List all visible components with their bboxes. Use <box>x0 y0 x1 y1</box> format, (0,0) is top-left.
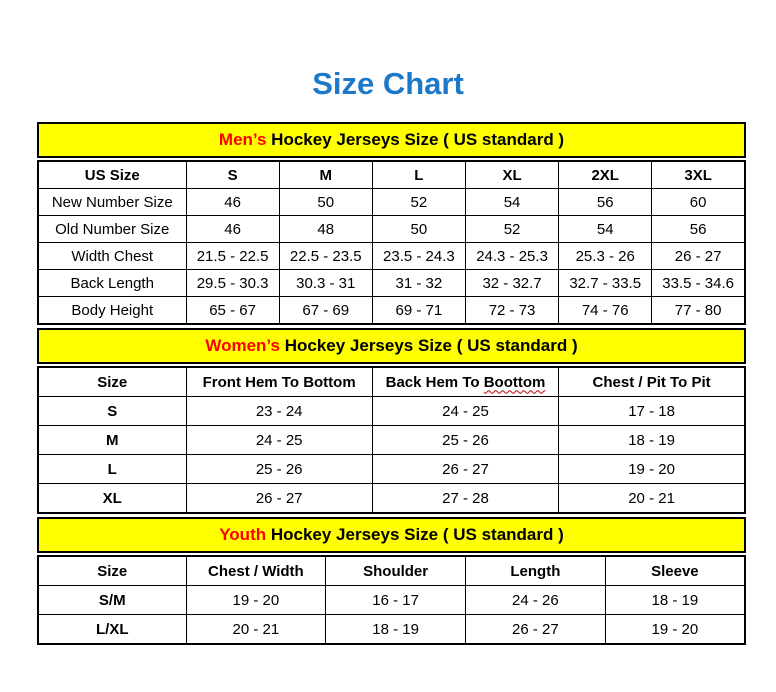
table-cell: 31 - 32 <box>372 270 465 297</box>
table-cell: 72 - 73 <box>465 297 558 325</box>
table-cell: 17 - 18 <box>559 397 745 426</box>
table-cell: 54 <box>559 216 652 243</box>
section-header-womens-rest: Hockey Jerseys Size ( US standard ) <box>279 336 578 355</box>
table-cell: 32.7 - 33.5 <box>559 270 652 297</box>
table-cell: 46 <box>186 189 279 216</box>
table-cell: 25.3 - 26 <box>559 243 652 270</box>
table-row <box>38 189 745 216</box>
column-header-text: Back Hem To <box>385 373 484 391</box>
row-label: Back Length <box>38 270 186 297</box>
table-cell: 20 - 21 <box>186 615 326 645</box>
womens-size-table <box>37 366 746 514</box>
table-cell: 74 - 76 <box>559 297 652 325</box>
section-header-mens <box>37 122 746 158</box>
column-header: 3XL <box>652 161 745 189</box>
table-row <box>38 297 745 325</box>
column-header: Size <box>38 367 186 397</box>
table-cell: 24 - 25 <box>372 397 558 426</box>
table-row <box>38 586 745 615</box>
column-header: Front Hem To Bottom <box>186 367 372 397</box>
table-cell: 56 <box>652 216 745 243</box>
youth-size-table <box>37 555 746 645</box>
row-label: S <box>38 397 186 426</box>
table-cell: 25 - 26 <box>186 455 372 484</box>
table-cell: 56 <box>559 189 652 216</box>
section-header-youth-highlight: Youth <box>219 525 267 544</box>
table-cell: 48 <box>279 216 372 243</box>
table-cell: 20 - 21 <box>559 484 745 514</box>
table-cell: 19 - 20 <box>186 586 326 615</box>
table-cell: 52 <box>372 189 465 216</box>
column-header <box>372 367 558 397</box>
table-row <box>38 270 745 297</box>
table-cell: 67 - 69 <box>279 297 372 325</box>
table-row <box>38 397 745 426</box>
column-header: Chest / Pit To Pit <box>559 367 745 397</box>
table-cell: 26 - 27 <box>652 243 745 270</box>
row-label: XL <box>38 484 186 514</box>
table-cell: 29.5 - 30.3 <box>186 270 279 297</box>
table-cell: 18 - 19 <box>559 426 745 455</box>
table-cell: 22.5 - 23.5 <box>279 243 372 270</box>
table-cell: 23.5 - 24.3 <box>372 243 465 270</box>
table-row <box>38 216 745 243</box>
column-header: Chest / Width <box>186 556 326 586</box>
table-cell: 33.5 - 34.6 <box>652 270 745 297</box>
mens-header-row <box>38 161 745 189</box>
row-label: M <box>38 426 186 455</box>
row-label: Body Height <box>38 297 186 325</box>
column-header: 2XL <box>559 161 652 189</box>
table-cell: 18 - 19 <box>605 586 745 615</box>
table-cell: 27 - 28 <box>372 484 558 514</box>
table-cell: 50 <box>279 189 372 216</box>
page-title: Size Chart <box>312 66 464 101</box>
table-cell: 21.5 - 22.5 <box>186 243 279 270</box>
table-cell: 25 - 26 <box>372 426 558 455</box>
table-cell: 16 - 17 <box>326 586 466 615</box>
row-label: L/XL <box>38 615 186 645</box>
table-cell: 46 <box>186 216 279 243</box>
row-label: S/M <box>38 586 186 615</box>
table-cell: 69 - 71 <box>372 297 465 325</box>
table-cell: 18 - 19 <box>326 615 466 645</box>
table-cell: 30.3 - 31 <box>279 270 372 297</box>
section-header-womens-highlight: Women’s <box>205 336 280 355</box>
table-cell: 32 - 32.7 <box>465 270 558 297</box>
table-row <box>38 484 745 514</box>
column-header: Sleeve <box>605 556 745 586</box>
column-header: Length <box>466 556 606 586</box>
table-cell: 26 - 27 <box>372 455 558 484</box>
section-header-mens-highlight: Men’s <box>218 130 267 149</box>
column-header: Size <box>38 556 186 586</box>
row-label: L <box>38 455 186 484</box>
table-cell: 77 - 80 <box>652 297 745 325</box>
table-row <box>38 615 745 645</box>
column-header: S <box>186 161 279 189</box>
table-cell: 26 - 27 <box>186 484 372 514</box>
column-header: US Size <box>38 161 186 189</box>
table-cell: 60 <box>652 189 745 216</box>
table-row <box>38 455 745 484</box>
section-header-youth-rest: Hockey Jerseys Size ( US standard ) <box>266 525 564 544</box>
table-cell: 54 <box>465 189 558 216</box>
row-label: Old Number Size <box>38 216 186 243</box>
table-row <box>38 426 745 455</box>
section-header-youth <box>37 517 746 553</box>
table-cell: 26 - 27 <box>466 615 606 645</box>
table-cell: 52 <box>465 216 558 243</box>
table-cell: 19 - 20 <box>605 615 745 645</box>
row-label: Width Chest <box>38 243 186 270</box>
column-header: XL <box>465 161 558 189</box>
misspelled-word: Boottom <box>483 373 546 391</box>
row-label: New Number Size <box>38 189 186 216</box>
womens-header-row <box>38 367 745 397</box>
table-row <box>38 243 745 270</box>
table-cell: 24.3 - 25.3 <box>465 243 558 270</box>
section-header-womens <box>37 328 746 364</box>
table-cell: 24 - 26 <box>466 586 606 615</box>
column-header: Shoulder <box>326 556 466 586</box>
table-cell: 65 - 67 <box>186 297 279 325</box>
table-cell: 24 - 25 <box>186 426 372 455</box>
mens-size-table <box>37 160 746 325</box>
table-cell: 50 <box>372 216 465 243</box>
table-cell: 19 - 20 <box>559 455 745 484</box>
section-header-mens-rest: Hockey Jerseys Size ( US standard ) <box>266 130 565 149</box>
column-header: L <box>372 161 465 189</box>
table-cell: 23 - 24 <box>186 397 372 426</box>
size-chart <box>37 122 746 645</box>
youth-header-row <box>38 556 745 586</box>
column-header: M <box>279 161 372 189</box>
